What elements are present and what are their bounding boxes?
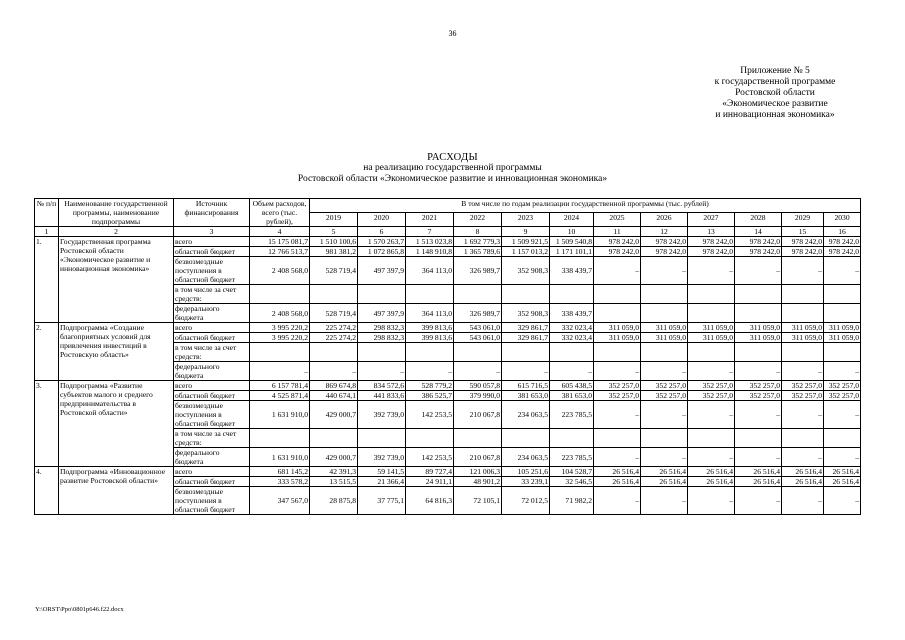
amount-year: 352 257,0 — [824, 381, 861, 391]
amount-year: – — [735, 487, 782, 515]
amount-total: 6 157 781,4 — [250, 381, 310, 391]
amount-total: 12 766 513,7 — [250, 247, 310, 257]
amount-year: 26 516,4 — [594, 467, 641, 477]
column-index: 7 — [406, 227, 454, 237]
amount-year: 298 832,3 — [358, 333, 406, 343]
header-by-years: В том числе по годам реализации государственной программы (тыс. рублей) — [310, 199, 861, 213]
program-number: 3. — [35, 381, 59, 467]
amount-year: 13 515,5 — [310, 477, 358, 487]
funding-source: областной бюджет — [174, 333, 250, 343]
amount-year: – — [782, 487, 824, 515]
amount-year: – — [550, 362, 594, 381]
amount-year: 497 397,9 — [358, 304, 406, 323]
column-index: 6 — [358, 227, 406, 237]
amount-year: – — [502, 362, 550, 381]
header-name: Наименование государственной программы, наименование подпрограммы — [59, 199, 174, 227]
amount-year: – — [594, 487, 641, 515]
amount-year: 1 513 023,8 — [406, 237, 454, 247]
amount-year: – — [824, 487, 861, 515]
amount-year: – — [641, 257, 688, 285]
header-total: Объем расходов, всего (тыс. рублей), — [250, 199, 310, 227]
amount-year: 352 257,0 — [782, 391, 824, 401]
amount-year: 352 257,0 — [688, 391, 735, 401]
amount-year: 32 546,5 — [550, 477, 594, 487]
funding-source: федерального бюджета — [174, 448, 250, 467]
amount-year: 26 516,4 — [782, 467, 824, 477]
amount-year: 978 242,0 — [824, 237, 861, 247]
amount-year: 311 059,0 — [735, 333, 782, 343]
header-source: Источник финансирования — [174, 199, 250, 227]
header-year: 2022 — [454, 213, 502, 227]
appendix-line: к государственной программе — [714, 77, 836, 87]
amount-year — [310, 429, 358, 448]
table-row — [35, 381, 861, 391]
amount-year: – — [735, 362, 782, 381]
program-name: Подпрограмма «Инновационное развитие Ростовской области» — [59, 467, 174, 515]
amount-year — [454, 429, 502, 448]
amount-year — [824, 304, 861, 323]
amount-year — [782, 429, 824, 448]
amount-year: – — [688, 257, 735, 285]
amount-year: 399 813,6 — [406, 323, 454, 333]
amount-year: – — [594, 257, 641, 285]
program-number: 1. — [35, 237, 59, 323]
amount-year: 1 072 865,8 — [358, 247, 406, 257]
funding-source: всего — [174, 467, 250, 477]
amount-year: 311 059,0 — [782, 323, 824, 333]
funding-source: всего — [174, 237, 250, 247]
amount-year: 311 059,0 — [641, 323, 688, 333]
amount-year: 89 727,4 — [406, 467, 454, 477]
amount-year: 223 785,5 — [550, 448, 594, 467]
amount-year: 210 067,8 — [454, 448, 502, 467]
column-index: 16 — [824, 227, 861, 237]
file-path-footer: Y:\ORST\Ppo\0801p646.f22.docx — [35, 606, 124, 613]
amount-year: 105 251,6 — [502, 467, 550, 477]
header-year: 2027 — [688, 213, 735, 227]
amount-year: – — [824, 401, 861, 429]
amount-year: 1 509 540,8 — [550, 237, 594, 247]
amount-year: 834 572,6 — [358, 381, 406, 391]
column-index: 5 — [310, 227, 358, 237]
program-name: Государственная программа Ростовской области «Экономическое развитие и инновационная экономика» — [59, 237, 174, 323]
amount-year — [782, 285, 824, 304]
amount-year: 332 023,4 — [550, 323, 594, 333]
amount-year: 311 059,0 — [735, 323, 782, 333]
program-number: 4. — [35, 467, 59, 515]
funding-source: безвозмездные поступления в областной бюджет — [174, 401, 250, 429]
amount-year — [688, 343, 735, 362]
column-index: 4 — [250, 227, 310, 237]
table-row — [35, 237, 861, 247]
amount-year — [782, 304, 824, 323]
amount-year — [594, 343, 641, 362]
program-number: 2. — [35, 323, 59, 381]
header-year: 2019 — [310, 213, 358, 227]
amount-year: 429 000,7 — [310, 401, 358, 429]
amount-year: 26 516,4 — [782, 477, 824, 487]
amount-year: 379 990,0 — [454, 391, 502, 401]
amount-year: 225 274,2 — [310, 333, 358, 343]
amount-year: 26 516,4 — [735, 467, 782, 477]
page-number: 36 — [448, 29, 457, 38]
amount-year — [688, 429, 735, 448]
amount-year: 352 257,0 — [735, 391, 782, 401]
amount-year: 981 381,2 — [310, 247, 358, 257]
appendix-line: Приложение № 5 — [740, 66, 810, 76]
amount-year — [550, 343, 594, 362]
amount-year: – — [641, 487, 688, 515]
header-year: 2021 — [406, 213, 454, 227]
amount-year: – — [358, 362, 406, 381]
amount-year: 26 516,4 — [594, 477, 641, 487]
header-year: 2030 — [824, 213, 861, 227]
column-index: 1 — [35, 227, 59, 237]
document-title — [0, 152, 905, 185]
column-index: 3 — [174, 227, 250, 237]
amount-year: 869 674,8 — [310, 381, 358, 391]
amount-year: 978 242,0 — [594, 247, 641, 257]
amount-year — [641, 304, 688, 323]
column-index: 12 — [641, 227, 688, 237]
amount-year: 298 832,3 — [358, 323, 406, 333]
amount-year: 497 397,9 — [358, 257, 406, 285]
amount-year: 440 674,1 — [310, 391, 358, 401]
amount-year: 121 006,3 — [454, 467, 502, 477]
funding-source: в том числе за счет средств: — [174, 285, 250, 304]
amount-year: 364 113,0 — [406, 304, 454, 323]
amount-year: – — [782, 362, 824, 381]
amount-year: 311 059,0 — [688, 333, 735, 343]
funding-source: в том числе за счет средств: — [174, 343, 250, 362]
amount-year: 72 012,5 — [502, 487, 550, 515]
amount-year: 329 861,7 — [502, 333, 550, 343]
column-index: 15 — [782, 227, 824, 237]
amount-total: 681 145,2 — [250, 467, 310, 477]
amount-year: – — [688, 362, 735, 381]
amount-year: 978 242,0 — [782, 237, 824, 247]
funding-source: областной бюджет — [174, 391, 250, 401]
amount-year: 543 061,0 — [454, 333, 502, 343]
amount-year: 26 516,4 — [824, 477, 861, 487]
amount-year: 352 257,0 — [641, 391, 688, 401]
amount-year: 528 719,4 — [310, 304, 358, 323]
amount-year: 1 365 789,6 — [454, 247, 502, 257]
amount-year: 311 059,0 — [824, 333, 861, 343]
amount-year: 615 716,5 — [502, 381, 550, 391]
amount-year: 326 989,7 — [454, 304, 502, 323]
amount-year: 605 438,5 — [550, 381, 594, 391]
header-year: 2025 — [594, 213, 641, 227]
amount-year: – — [594, 401, 641, 429]
amount-year: 311 059,0 — [641, 333, 688, 343]
amount-year — [641, 429, 688, 448]
amount-year — [824, 429, 861, 448]
amount-year — [502, 429, 550, 448]
amount-year: – — [824, 448, 861, 467]
amount-year: 142 253,5 — [406, 401, 454, 429]
amount-year: 223 785,5 — [550, 401, 594, 429]
amount-year: – — [641, 362, 688, 381]
amount-year: 72 105,1 — [454, 487, 502, 515]
column-index: 8 — [454, 227, 502, 237]
table-row — [35, 323, 861, 333]
amount-year — [358, 285, 406, 304]
funding-source: федерального бюджета — [174, 362, 250, 381]
amount-total: 4 525 871,4 — [250, 391, 310, 401]
amount-year: – — [406, 362, 454, 381]
table-body — [35, 237, 861, 515]
title-line: Ростовской области «Экономическое развитие и инновационная экономика» — [297, 174, 608, 184]
amount-total — [250, 285, 310, 304]
funding-source: в том числе за счет средств: — [174, 429, 250, 448]
amount-year: – — [735, 257, 782, 285]
amount-year: 978 242,0 — [641, 247, 688, 257]
amount-year: 528 719,4 — [310, 257, 358, 285]
amount-year: 978 242,0 — [782, 247, 824, 257]
amount-year — [594, 285, 641, 304]
amount-year: 978 242,0 — [688, 237, 735, 247]
amount-year — [735, 304, 782, 323]
amount-year — [688, 304, 735, 323]
amount-year: – — [688, 487, 735, 515]
amount-year: – — [782, 401, 824, 429]
title-main: РАСХОДЫ — [427, 152, 478, 163]
amount-year: 429 000,7 — [310, 448, 358, 467]
amount-total: 2 408 568,0 — [250, 304, 310, 323]
amount-year: – — [454, 362, 502, 381]
amount-year — [688, 285, 735, 304]
funding-source: федерального бюджета — [174, 304, 250, 323]
amount-year: 1 148 910,8 — [406, 247, 454, 257]
amount-year: 326 989,7 — [454, 257, 502, 285]
amount-year: – — [641, 401, 688, 429]
amount-total: 1 631 910,0 — [250, 401, 310, 429]
header-year: 2029 — [782, 213, 824, 227]
column-index: 2 — [59, 227, 174, 237]
amount-total: 15 175 081,7 — [250, 237, 310, 247]
amount-year: 352 257,0 — [641, 381, 688, 391]
index-row — [35, 227, 861, 237]
amount-year: 234 063,5 — [502, 448, 550, 467]
amount-year: 543 061,0 — [454, 323, 502, 333]
amount-year — [406, 285, 454, 304]
amount-year — [594, 429, 641, 448]
program-name: Подпрограмма «Развитие субъектов малого и среднего предпринимательства в Ростовской области» — [59, 381, 174, 467]
appendix-line: Ростовской области — [735, 88, 815, 98]
amount-year: – — [735, 448, 782, 467]
amount-year: 26 516,4 — [688, 477, 735, 487]
funding-source: безвозмездные поступления в областной бюджет — [174, 257, 250, 285]
amount-year: 37 775,1 — [358, 487, 406, 515]
amount-year — [550, 429, 594, 448]
amount-year: 42 391,3 — [310, 467, 358, 477]
header-no: № п/п — [35, 199, 59, 227]
amount-year: – — [688, 448, 735, 467]
amount-year — [735, 285, 782, 304]
amount-year: – — [735, 401, 782, 429]
amount-year — [406, 429, 454, 448]
program-name: Подпрограмма «Создание благоприятных условий для привлечения инвестиций в Ростовскую область» — [59, 323, 174, 381]
amount-year — [641, 343, 688, 362]
amount-year: 441 833,6 — [358, 391, 406, 401]
amount-year: 352 257,0 — [594, 381, 641, 391]
amount-year — [502, 285, 550, 304]
header-year: 2024 — [550, 213, 594, 227]
amount-year: 311 059,0 — [688, 323, 735, 333]
amount-year: 352 257,0 — [782, 381, 824, 391]
amount-year — [735, 343, 782, 362]
amount-year: 978 242,0 — [594, 237, 641, 247]
funding-source: областной бюджет — [174, 247, 250, 257]
amount-year: 311 059,0 — [594, 333, 641, 343]
header-year: 2020 — [358, 213, 406, 227]
amount-year: 381 653,0 — [550, 391, 594, 401]
column-index: 14 — [735, 227, 782, 237]
amount-year: 978 242,0 — [688, 247, 735, 257]
amount-year: 311 059,0 — [782, 333, 824, 343]
amount-year: 26 516,4 — [824, 467, 861, 477]
column-index: 13 — [688, 227, 735, 237]
funding-source: всего — [174, 323, 250, 333]
amount-total: 3 995 220,2 — [250, 323, 310, 333]
amount-year: 381 653,0 — [502, 391, 550, 401]
amount-year: – — [824, 257, 861, 285]
amount-total — [250, 343, 310, 362]
amount-year: 26 516,4 — [688, 467, 735, 477]
amount-year — [310, 343, 358, 362]
amount-year — [502, 343, 550, 362]
amount-year: 332 023,4 — [550, 333, 594, 343]
amount-year: – — [310, 362, 358, 381]
amount-year: 978 242,0 — [735, 237, 782, 247]
title-line: на реализацию государственной программы — [363, 163, 542, 173]
amount-total: 3 995 220,2 — [250, 333, 310, 343]
column-index: 10 — [550, 227, 594, 237]
amount-year: – — [824, 362, 861, 381]
amount-year: 352 257,0 — [824, 391, 861, 401]
amount-year: 21 366,4 — [358, 477, 406, 487]
amount-year: – — [782, 257, 824, 285]
amount-total: 347 567,0 — [250, 487, 310, 515]
amount-year: 210 067,8 — [454, 401, 502, 429]
amount-year: – — [688, 401, 735, 429]
amount-year: 71 982,2 — [550, 487, 594, 515]
amount-year: 48 901,2 — [454, 477, 502, 487]
amount-year: 1 570 263,7 — [358, 237, 406, 247]
amount-year: 26 516,4 — [735, 477, 782, 487]
amount-year: 338 439,7 — [550, 304, 594, 323]
amount-year: 392 739,0 — [358, 448, 406, 467]
amount-year — [641, 285, 688, 304]
expenses-table — [34, 198, 861, 515]
amount-year: 1 171 101,1 — [550, 247, 594, 257]
amount-year — [824, 343, 861, 362]
amount-total: – — [250, 362, 310, 381]
amount-year: 399 813,6 — [406, 333, 454, 343]
column-index: 11 — [594, 227, 641, 237]
amount-year: 352 257,0 — [735, 381, 782, 391]
column-index: 9 — [502, 227, 550, 237]
funding-source: областной бюджет — [174, 477, 250, 487]
amount-year: 352 257,0 — [594, 391, 641, 401]
amount-year: 28 875,8 — [310, 487, 358, 515]
header-year: 2023 — [502, 213, 550, 227]
amount-year: – — [594, 448, 641, 467]
amount-year: 978 242,0 — [735, 247, 782, 257]
header-year: 2028 — [735, 213, 782, 227]
amount-year — [454, 285, 502, 304]
amount-year: 142 253,5 — [406, 448, 454, 467]
amount-year: 386 525,7 — [406, 391, 454, 401]
header-year: 2026 — [641, 213, 688, 227]
amount-year: 311 059,0 — [824, 323, 861, 333]
amount-year: 352 908,3 — [502, 304, 550, 323]
amount-year: 978 242,0 — [824, 247, 861, 257]
amount-year: 24 911,1 — [406, 477, 454, 487]
amount-year: 104 528,7 — [550, 467, 594, 477]
appendix-caption — [650, 66, 900, 121]
amount-year — [550, 285, 594, 304]
funding-source: безвозмездные поступления в областной бюджет — [174, 487, 250, 515]
amount-total: 333 578,2 — [250, 477, 310, 487]
amount-year: 338 439,7 — [550, 257, 594, 285]
amount-year: 1 157 013,2 — [502, 247, 550, 257]
amount-year: 64 816,3 — [406, 487, 454, 515]
amount-year: 26 516,4 — [641, 467, 688, 477]
amount-year: 590 057,8 — [454, 381, 502, 391]
amount-year — [782, 343, 824, 362]
amount-year — [358, 343, 406, 362]
amount-year: – — [782, 448, 824, 467]
amount-year — [824, 285, 861, 304]
amount-year: 364 113,0 — [406, 257, 454, 285]
amount-year: 329 861,7 — [502, 323, 550, 333]
amount-year — [406, 343, 454, 362]
amount-year: 352 908,3 — [502, 257, 550, 285]
appendix-line: и инновационная экономика» — [715, 110, 835, 120]
amount-total — [250, 429, 310, 448]
amount-year: 59 141,5 — [358, 467, 406, 477]
amount-year — [454, 343, 502, 362]
amount-year — [735, 429, 782, 448]
amount-year: 234 063,5 — [502, 401, 550, 429]
amount-year: 1 509 921,5 — [502, 237, 550, 247]
amount-year: 33 239,1 — [502, 477, 550, 487]
appendix-line: «Экономическое развитие — [722, 99, 828, 109]
amount-year: – — [641, 448, 688, 467]
funding-source: всего — [174, 381, 250, 391]
amount-year: – — [594, 362, 641, 381]
table-row — [35, 467, 861, 477]
amount-year: 528 779,2 — [406, 381, 454, 391]
amount-total: 2 408 568,0 — [250, 257, 310, 285]
amount-total: 1 631 910,0 — [250, 448, 310, 467]
amount-year — [594, 304, 641, 323]
amount-year: 1 510 100,6 — [310, 237, 358, 247]
amount-year: 1 692 779,3 — [454, 237, 502, 247]
amount-year — [310, 285, 358, 304]
amount-year: 225 274,2 — [310, 323, 358, 333]
amount-year: 26 516,4 — [641, 477, 688, 487]
amount-year: 978 242,0 — [641, 237, 688, 247]
amount-year: 352 257,0 — [688, 381, 735, 391]
amount-year: 392 739,0 — [358, 401, 406, 429]
header-row — [35, 199, 861, 213]
amount-year: 311 059,0 — [594, 323, 641, 333]
amount-year — [358, 429, 406, 448]
